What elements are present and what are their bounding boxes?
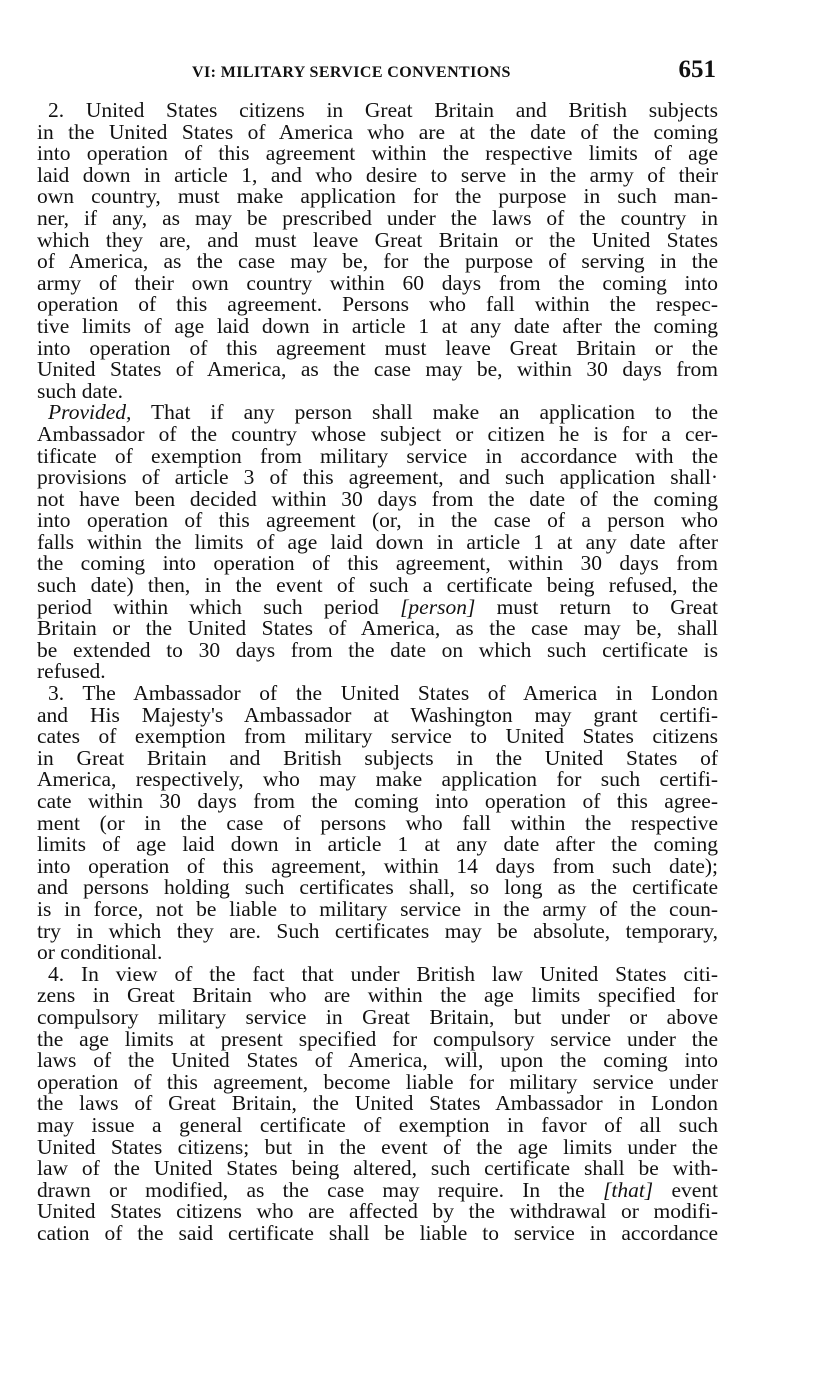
text-line: laws of the United States of America, will, upon the coming into [37, 1048, 718, 1073]
text-line: United States citizens; but in the event of the age limits under the [37, 1134, 718, 1159]
line-start: period within which such period [37, 594, 379, 619]
text-line: ner, if any, as may be prescribed under the laws of the country in [37, 205, 718, 230]
text-line: tive limits of age laid down in article 1 at any date after the coming [37, 313, 718, 338]
text-line: such date) then, in the event of such a certificate being refused, the [37, 573, 718, 598]
text-line: 3. The Ambassador of the United States of America in London [48, 681, 718, 706]
text-line: refused. [37, 659, 106, 684]
text-line: into operation of this agreement (or, in the case of a person who [37, 508, 718, 533]
paragraph-proviso [37, 402, 718, 683]
paragraph-section-3 [37, 683, 718, 964]
text-line: not have been decided within 30 days from the date of the coming [37, 486, 718, 511]
text-line [37, 402, 718, 424]
text-line: law of the United States being altered, such certificate shall be with- [37, 1156, 718, 1181]
text-line: be extended to 30 days from the date on which such certificate is [37, 637, 718, 662]
line-rest: event [653, 1177, 719, 1202]
text-line: cates of exemption from military service to United States citizens [37, 724, 718, 749]
italic-lead: Provided, [48, 400, 132, 425]
text-line: 2. United States citizens in Great Britain and British subjects [48, 98, 718, 122]
text-line: laid down in article 1, and who desire to serve in the army of their [37, 162, 718, 187]
running-header [37, 56, 718, 88]
text-line: own country, must make application for the purpose in such man- [37, 184, 718, 209]
text-line: into operation of this agreement, within 14 days from such date); [37, 853, 718, 878]
text-line: Britain or the United States of America, as the case may be, shall [37, 616, 718, 641]
text-line: falls within the limits of age laid down in article 1 at any date after [37, 529, 718, 554]
text-line: United States citizens who are affected by the withdrawal or modifi- [37, 1199, 718, 1224]
text-line: the laws of Great Britain, the United States Ambassador in London [37, 1091, 718, 1116]
text-line: in Great Britain and British subjects in the United States of [37, 745, 718, 770]
text-line: limits of age laid down in article 1 at any date after the coming [37, 832, 718, 857]
text-line: cation of the said certificate shall be liable to service in accordance [37, 1220, 718, 1245]
text-line: and His Majesty's Ambassador at Washington may grant certifi- [37, 702, 718, 727]
text-line: into operation of this agreement must leave Great Britain or the [37, 335, 718, 360]
text-line [37, 1177, 719, 1202]
page-number: 651 [678, 56, 716, 83]
text-line: the coming into operation of this agreement, within 30 days from [37, 551, 718, 576]
text-line: ment (or in the case of persons who fall within the respective [37, 810, 718, 835]
editorial-insert: [person] [400, 594, 476, 619]
text-line: operation of this agreement. Persons who fall within the respec- [37, 292, 718, 317]
text-line: may issue a general certificate of exemption in favor of all such [37, 1112, 718, 1137]
lead-rest: That if any person shall make an application to the [131, 400, 718, 425]
text-line: try in which they are. Such certificates may be absolute, temporary, [37, 918, 718, 943]
text-line: operation of this agreement, become liable for military service under [37, 1069, 718, 1094]
editorial-insert: [that] [602, 1177, 654, 1202]
text-line [37, 594, 718, 619]
paragraph-section-4 [37, 961, 719, 1245]
text-line: into operation of this agreement within the respective limits of age [37, 141, 718, 166]
text-line: such date. [37, 378, 123, 403]
text-line: Ambassador of the country whose subject or citizen he is for a cer- [37, 421, 718, 446]
text-line: zens in Great Britain who are within the age limits specified for [37, 983, 718, 1008]
text-line: is in force, not be liable to military service in the army of the coun- [37, 896, 718, 921]
text-line: which they are, and must leave Great Britain or the United States [37, 227, 718, 252]
text-line: tificate of exemption from military service in accordance with the [37, 443, 718, 468]
text-line: army of their own country within 60 days from the coming into [37, 270, 718, 295]
text-line: of America, as the case may be, for the purpose of serving in the [37, 249, 718, 274]
line-start: drawn or modified, as the case may require. In the [37, 1177, 585, 1202]
text-line: and persons holding such certificates shall, so long as the certificate [37, 875, 718, 900]
text-line: United States of America, as the case may be, within 30 days from [37, 357, 718, 382]
paragraph-section-2 [37, 100, 718, 402]
line-rest: must return to Great [475, 594, 718, 619]
text-line: in the United States of America who are at the date of the coming [37, 119, 718, 144]
text-line: or conditional. [37, 940, 163, 965]
body-text [37, 100, 718, 1244]
text-line: the age limits at present specified for compulsory service under the [37, 1026, 718, 1051]
text-line: 4. In view of the fact that under British law United States citi- [48, 961, 718, 986]
running-title: VI: MILITARY SERVICE CONVENTIONS [192, 64, 511, 81]
text-line: compulsory military service in Great Britain, but under or above [37, 1004, 718, 1029]
text-line: cate within 30 days from the coming into operation of this agree- [37, 789, 718, 813]
text-line: America, respectively, who may make application for such certifi- [37, 767, 718, 792]
text-line: provisions of article 3 of this agreement, and such application shall· [37, 465, 718, 490]
